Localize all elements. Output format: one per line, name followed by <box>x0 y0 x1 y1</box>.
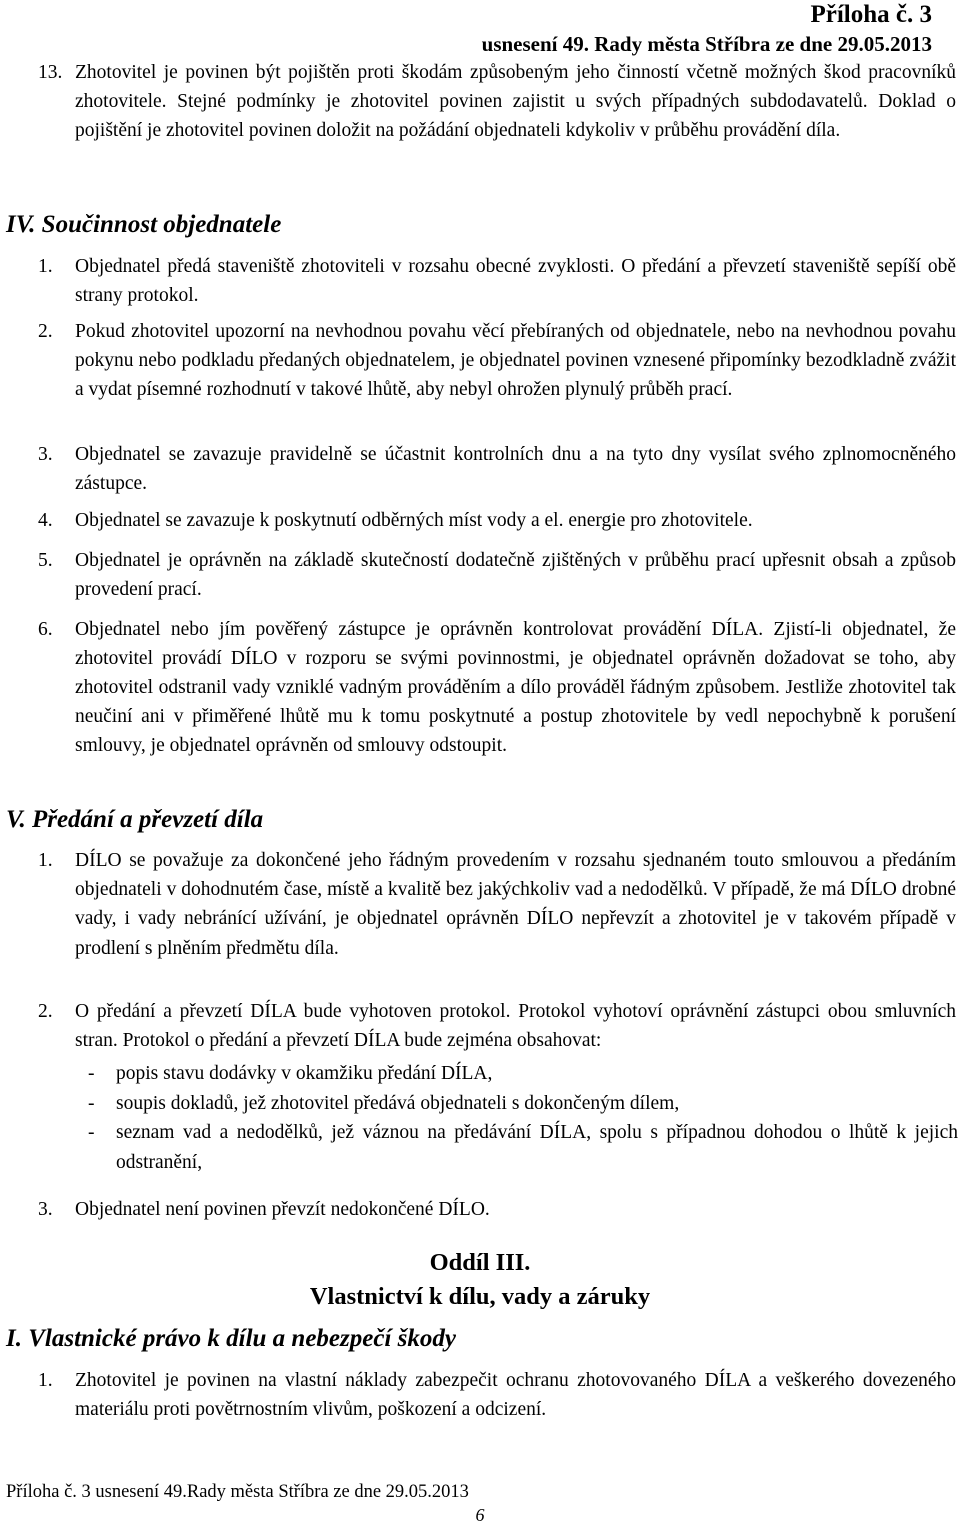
item-text: soupis dokladů, jež zhotovitel předává objednateli s dokončeným dílem, <box>116 1092 680 1114</box>
item-text: Objednatel je oprávněn na základě skutečností dodatečně zjištěných v průběhu prací upřesnit obsah a způsob provedení prací. <box>75 550 956 600</box>
item-number: 1. <box>38 256 53 277</box>
item-number: 1. <box>38 850 53 871</box>
item-number: 13. <box>38 62 63 83</box>
list-item <box>88 1089 958 1119</box>
page-number: 6 <box>475 1505 485 1525</box>
item-text: O předání a převzetí DÍLA bude vyhotoven protokol. Protokol vyhotoví oprávnění zástupci obou smluvních stran. Protokol o předání a převzetí DÍLA bude zejména obsahovat: <box>75 1001 956 1052</box>
section-heading-i: I. Vlastnické právo k dílu a nebezpečí škody <box>6 1325 456 1352</box>
item-text: Pokud zhotovitel upozorní na nevhodnou povahu věcí přebíraných od objednatele, nebo na nevhodnou povahu pokynu nebo podkladu předaných objednatelem, je objednatel povinen vznesené připomínky bezodkladně zvážit a vydat písemné rozhodnutí v takové lhůtě, aby nebyl ohrožen plynulý průběh prací. <box>75 321 956 400</box>
item-text: Objednatel nebo jím pověřený zástupce je oprávněn kontrolovat provádění DÍLA. Zjistí-li objednatel, že zhotovitel provádí DÍLO v rozporu se svými povinnostmi, je objednatel oprávněn dožadovat se toho, aby zhotovitel odstranil vady vzniklé vadným prováděním a dílo prováděl řádným způsobem. Jestliže zhotovitel tak neučiní ani v přiměřené lhůtě mu k tomu poskytnuté a postup zhotovitele by vedl nepochybně k porušení smlouvy, je objednatel oprávněn od smlouvy odstoupit. <box>75 619 956 756</box>
list-item <box>88 1059 958 1089</box>
item-text: Objednatel není povinen převzít nedokončené DÍLO. <box>75 1199 490 1220</box>
item-text: Objednatel se zavazuje pravidelně se účastnit kontrolních dnu a na tyto dny vysílat svého zplnomocněného zástupce. <box>75 444 956 494</box>
list-item <box>38 1195 956 1224</box>
page-footer: Příloha č. 3 usnesení 49.Rady města Stříbra ze dne 29.05.2013 <box>6 1482 469 1502</box>
item-number: 4. <box>38 510 53 531</box>
list-item <box>38 546 956 604</box>
item-number: 3. <box>38 444 53 465</box>
item-text: seznam vad a nedodělků, jež váznou na předávání DÍLA, spolu s případnou dohodou o lhůtě k jejich odstranění, <box>116 1122 958 1173</box>
header-resolution-label: usnesení 49. Rady města Stříbra ze dne 29.05.2013 <box>481 32 932 56</box>
deliverables-list <box>88 1059 958 1177</box>
list-item <box>38 615 956 760</box>
section-heading-iv: IV. Součinnost objednatele <box>6 211 282 238</box>
dash-bullet: - <box>88 1122 95 1143</box>
dash-bullet: - <box>88 1092 95 1114</box>
item-number: 1. <box>38 1370 53 1391</box>
item-number: 2. <box>38 321 53 342</box>
list-item <box>38 317 956 404</box>
item-text: DÍLO se považuje za dokončené jeho řádným provedením v rozsahu sjednaném touto smlouvou a předáním objednateli v dohodnutém čase, místě a kvalitě bez jakýchkoliv vad a nedodělků. V případě, že má DÍLO drobné vady, i vady nebránící užívání, je objednatel oprávněn DÍLO nepřevzít a zhotovitel je v takovém případě v prodlení s plněním předmětu díla. <box>75 850 956 959</box>
header-attachment-label: Příloha č. 3 <box>810 1 932 28</box>
item-number: 5. <box>38 550 53 571</box>
list-item <box>38 506 956 535</box>
item-text: Objednatel předá staveniště zhotoviteli v rozsahu obecné zvyklosti. O předání a převzetí staveniště sepíší obě strany protokol. <box>75 256 956 306</box>
part-subheading: Vlastnictví k dílu, vady a záruky <box>309 1283 651 1310</box>
part-heading: Oddíl III. <box>429 1249 531 1276</box>
item-text: Objednatel se zavazuje k poskytnutí odběrných míst vody a el. energie pro zhotovitele. <box>75 510 753 531</box>
list-item <box>38 997 956 1055</box>
list-item <box>38 252 956 310</box>
item-number: 6. <box>38 619 53 640</box>
list-item <box>38 846 956 963</box>
list-item <box>38 58 956 145</box>
list-item <box>38 1366 956 1424</box>
dash-bullet: - <box>88 1063 95 1084</box>
item-number: 3. <box>38 1199 53 1220</box>
list-item <box>88 1118 958 1177</box>
list-item <box>38 440 956 498</box>
section-heading-v: V. Předání a převzetí díla <box>6 806 264 833</box>
item-text: Zhotovitel je povinen být pojištěn proti škodám způsobeným jeho činností včetně možných škod pracovníků zhotovitele. Stejné podmínky je zhotovitel povinen zajistit u svých případných subdodavatelů. Doklad o pojištění je zhotovitel povinen doložit na požádání objednateli kdykoliv v průběhu provádění díla. <box>75 62 956 141</box>
item-number: 2. <box>38 1001 53 1022</box>
item-text: Zhotovitel je povinen na vlastní náklady zabezpečit ochranu zhotovovaného DÍLA a veškerého dovezeného materiálu proti povětrnostním vlivům, poškození a odcizení. <box>75 1370 956 1421</box>
item-text: popis stavu dodávky v okamžiku předání DÍLA, <box>116 1063 493 1084</box>
